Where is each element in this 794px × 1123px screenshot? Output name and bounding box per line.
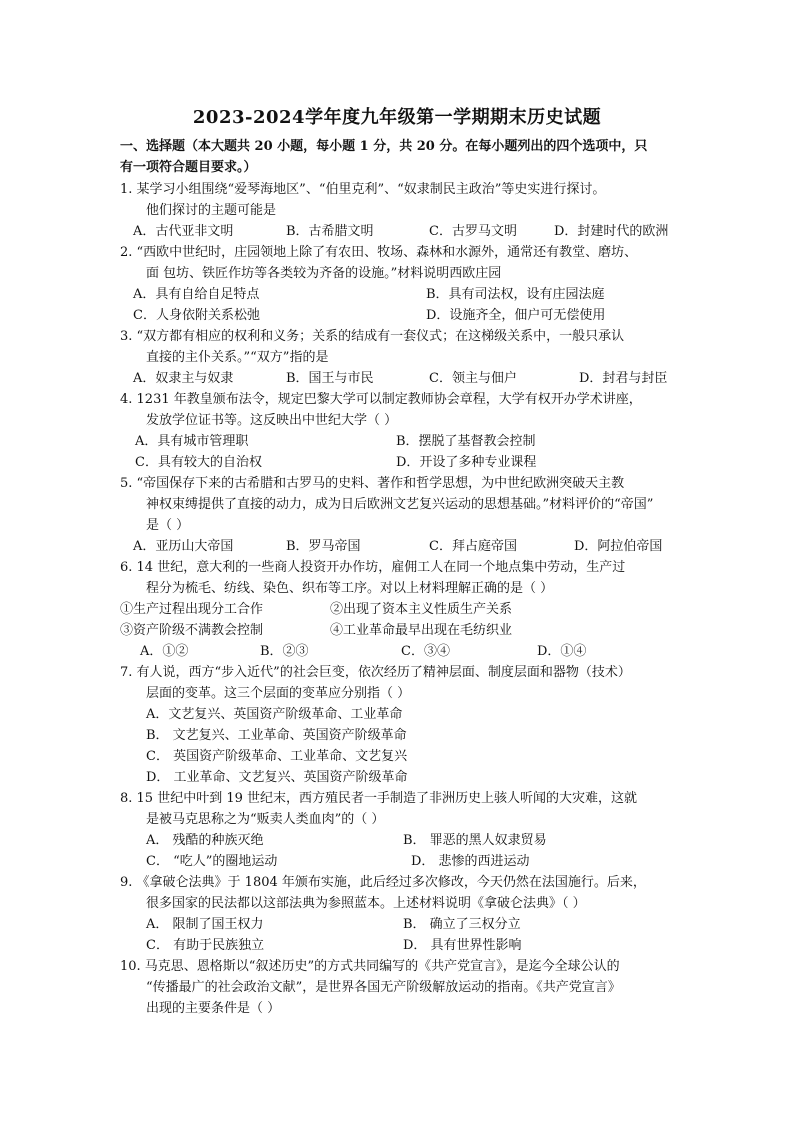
q6-stem-cont: 程分为梳毛、纺线、染色、织布等工序。对以上材料理解正确的是（ ） [146, 581, 554, 596]
q9-option-b: B． 确立了三权分立 [403, 917, 521, 932]
q8-option-c: C． “吃人”的圈地运动 [146, 854, 278, 869]
q3-option-a: A．奴隶主与奴隶 [133, 371, 234, 386]
q5-option-c: C．拜占庭帝国 [429, 539, 517, 554]
q9-stem-cont: 很多国家的民法都以这部法典为参照蓝本。上述材料说明《拿破仑法典》（ ） [146, 896, 586, 911]
q7-option-d: D． 工业革命、文艺复兴、英国资产阶级革命 [146, 770, 408, 785]
q10-stem-cont: “传播最广的社会政治文献”，是世界各国无产阶级解放运动的指南。《共产党宣言》 [146, 980, 621, 995]
q2-option-b: B．具有司法权，设有庄园法庭 [426, 287, 605, 302]
q5-option-d: D．阿拉伯帝国 [574, 539, 663, 554]
q1-option-b: B．古希腊文明 [286, 224, 374, 239]
q5-option-b: B．罗马帝国 [286, 539, 361, 554]
q10-stem-cont-2: 出现的主要条件是（ ） [146, 1001, 281, 1016]
q9-option-a: A． 限制了国王权力 [146, 917, 264, 932]
q8-stem: 8. 15 世纪中叶到 19 世纪末，西方殖民者一手制造了非洲历史上骇人听闻的大灾难，这就 [120, 791, 638, 806]
q1-option-c: C．古罗马文明 [429, 224, 517, 239]
q6-stem: 6. 14 世纪，意大利的一些商人投资开办作坊，雇佣工人在同一个地点集中劳动，生产过 [120, 560, 626, 575]
q5-option-a: A．亚历山大帝国 [133, 539, 234, 554]
q7-option-a: A．文艺复兴、英国资产阶级革命、工业革命 [146, 707, 403, 722]
q2-option-a: A．具有自给自足特点 [133, 287, 260, 302]
section-heading-cont: 有一项符合题目要求。） [120, 160, 257, 175]
q7-option-c: C． 英国资产阶级革命、工业革命、文艺复兴 [146, 749, 408, 764]
q3-option-d: D．封君与封臣 [579, 371, 668, 386]
q10-stem: 10. 马克思、恩格斯以“叙述历史”的方式共同编写的《共产党宣言》，是迄今全球公认的 [120, 959, 620, 974]
q7-option-b: B． 文艺复兴、工业革命、英国资产阶级革命 [146, 728, 407, 743]
q9-stem: 9. 《拿破仑法典》于 1804 年颁布实施，此后经过多次修改，今天仍然在法国施行。后来， [120, 875, 646, 890]
q6-option-c: C．③④ [401, 644, 450, 659]
q6-statement-4: ④工业革命最早出现在毛纺织业 [330, 623, 513, 638]
q8-option-d: D． 悲惨的西进运动 [411, 854, 530, 869]
exam-title: 2023-2024学年度九年级第一学期期末历史试题 [192, 107, 602, 128]
q6-statement-1: ①生产过程出现分工合作 [120, 602, 264, 617]
q4-stem: 4. 1231 年教皇颁布法令，规定巴黎大学可以制定教师协会章程，大学有权开办学术讲座， [120, 392, 642, 407]
q8-option-a: A． 残酷的种族灭绝 [146, 833, 264, 848]
q6-option-d: D．①④ [537, 644, 587, 659]
q5-stem-cont: 神权束缚提供了直接的动力，成为日后欧洲文艺复兴运动的思想基础。”材料评价的“帝国” [146, 497, 654, 512]
q3-option-b: B．国王与市民 [286, 371, 374, 386]
q9-option-d: D． 具有世界性影响 [403, 938, 522, 953]
q3-option-c: C．领主与佃户 [429, 371, 517, 386]
q6-statement-2: ②出现了资本主义性质生产关系 [330, 602, 513, 617]
q1-stem: 1. 某学习小组围绕“爱琴海地区”、“伯里克利”、“奴隶制民主政治”等史实进行探讨。 [120, 182, 606, 197]
q5-stem: 5. “帝国保存下来的古希腊和古罗马的史料、著作和哲学思想，为中世纪欧洲突破天主教 [120, 476, 625, 491]
q4-option-b: B．摆脱了基督教会控制 [396, 434, 536, 449]
q4-option-c: C．具有较大的自治权 [135, 455, 262, 470]
q4-stem-cont: 发放学位证书等。这反映出中世纪大学（ ） [146, 413, 398, 428]
q4-option-d: D．开设了多种专业课程 [396, 455, 537, 470]
q9-option-c: C． 有助于民族独立 [146, 938, 265, 953]
q1-option-a: A．古代亚非文明 [133, 224, 234, 239]
q7-stem-cont: 层面的变革。这三个层面的变革应分别指（ ） [146, 686, 411, 701]
q3-stem-cont: 直接的主仆关系。”“双方”指的是 [146, 350, 329, 365]
q1-option-d: D．封建时代的欧洲 [554, 224, 669, 239]
q6-option-b: B．②③ [260, 644, 309, 659]
section-heading: 一、选择题（本大题共 20 小题，每小题 1 分，共 20 分。在每小题列出的四个选项中，只 [120, 139, 648, 154]
q7-stem: 7. 有人说，西方“步入近代”的社会巨变，依次经历了精神层面、制度层面和器物（技术） [120, 665, 631, 680]
q6-option-a: A．①② [140, 644, 189, 659]
q2-option-d: D．设施齐全，佃户可无偿使用 [426, 308, 606, 323]
q5-stem-cont-2: 是（ ） [146, 518, 190, 533]
q8-stem-cont: 是被马克思称之为“贩卖人类血肉”的（ ） [146, 812, 385, 827]
q2-option-c: C．人身依附关系松弛 [133, 308, 260, 323]
q3-stem: 3. “双方都有相应的权利和义务；关系的结成有一套仪式；在这梯级关系中，一般只承认 [120, 329, 625, 344]
q2-stem-cont: 面 包坊、铁匠作坊等各类较为齐备的设施。”材料说明西欧庄园 [146, 266, 502, 281]
q4-option-a: A．具有城市管理职 [135, 434, 249, 449]
q2-stem: 2. “西欧中世纪时，庄园领地上除了有农田、牧场、森林和水源外，通常还有教堂、磨坊、 [120, 245, 638, 260]
q6-statement-3: ③资产阶级不满教会控制 [120, 623, 264, 638]
q1-stem-cont: 他们探讨的主题可能是 [146, 203, 277, 218]
q8-option-b: B． 罪恶的黑人奴隶贸易 [403, 833, 547, 848]
